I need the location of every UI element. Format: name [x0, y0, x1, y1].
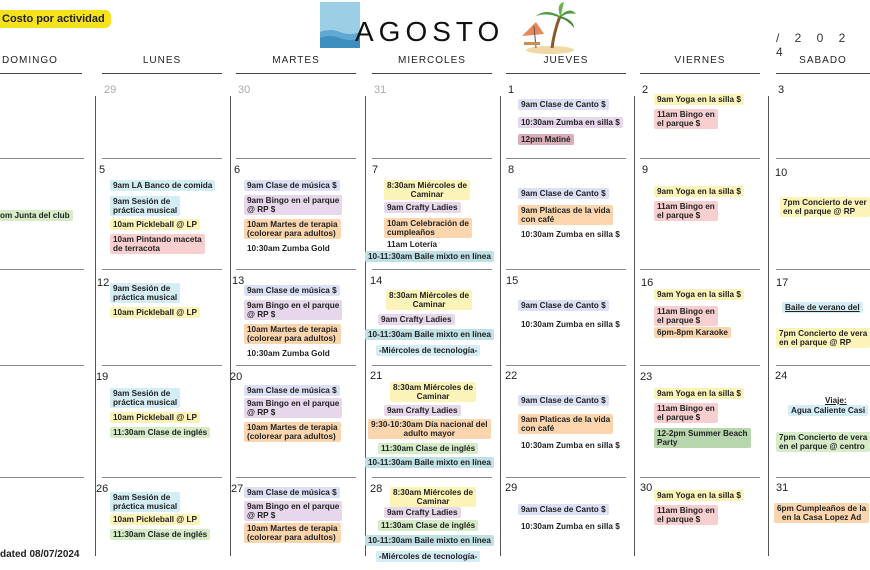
column-divider — [365, 96, 366, 556]
date-number: 12 — [97, 277, 110, 289]
week-rule — [102, 477, 222, 478]
event-pickleball[interactable]: 10am Pickleball @ LP — [110, 412, 200, 423]
event-clase-canto[interactable]: 9am Clase de Canto $ — [518, 99, 609, 110]
date-number: 16 — [641, 277, 654, 289]
palm-beach-icon — [516, 2, 576, 54]
week-rule — [0, 365, 84, 366]
event-clase-canto[interactable]: 9am Clase de Canto $ — [518, 504, 609, 515]
column-divider — [634, 96, 635, 556]
event-concierto-verano[interactable]: 7pm Concierto de ver en el parque @ RP — [780, 197, 870, 217]
event-sesion-musical[interactable]: 9am Sesión de práctica musical — [110, 388, 180, 408]
week-rule — [102, 365, 222, 366]
date-number: 5 — [99, 164, 106, 176]
event-miercoles-tecnologia[interactable]: -Miércoles de tecnología- — [376, 551, 480, 562]
event-clase-canto[interactable]: 9am Clase de Canto $ — [518, 300, 609, 311]
header-rule — [776, 73, 870, 74]
date-number: 30 — [238, 84, 251, 96]
event-cumpleanos[interactable]: 6pm Cumpleaños de la en la Casa Lopez Ad — [774, 503, 869, 523]
updated-date: dated 08/07/2024 — [0, 549, 80, 560]
day-header-lunes: LUNES — [142, 55, 182, 66]
event-clase-ingles[interactable]: 11:30am Clase de inglés — [378, 443, 478, 454]
event-zumba-silla[interactable]: 10:30am Zumba en silla $ — [521, 320, 620, 329]
date-number: 20 — [230, 371, 243, 383]
event-yoga-silla[interactable]: 9am Yoga en la silla $ — [654, 186, 744, 197]
event-bingo-parque[interactable]: 11am Bingo en el parque $ — [654, 403, 718, 423]
event-crafty-ladies[interactable]: 9am Crafty Ladies — [384, 405, 461, 416]
date-number: 1 — [508, 84, 515, 96]
day-header-martes: MARTES — [272, 55, 320, 66]
event-platicas-vida[interactable]: 9am Platicas de la vida con café — [518, 414, 613, 434]
column-divider — [768, 96, 769, 556]
event-clase-canto[interactable]: 9am Clase de Canto $ — [518, 188, 609, 199]
date-number: 27 — [231, 483, 244, 495]
date-number: 2 — [642, 84, 649, 96]
event-yoga-silla[interactable]: 9am Yoga en la silla $ — [654, 490, 744, 501]
date-number: 7 — [372, 164, 379, 176]
date-number: 3 — [778, 84, 785, 96]
event-bingo-parque[interactable]: 11am Bingo en el parque $ — [654, 201, 718, 221]
date-number: 31 — [776, 482, 789, 494]
week-rule — [236, 158, 356, 159]
header-rule — [372, 73, 492, 74]
event-baile-mixto[interactable]: 10-11:30am Baile mixto en línea — [365, 535, 494, 546]
year-label: / 2 0 2 4 — [776, 31, 852, 59]
event-crafty-ladies[interactable]: 9am Crafty Ladies — [378, 314, 455, 325]
date-number: 26 — [96, 483, 109, 495]
event-miercoles-caminar[interactable]: 8:30am Miércoles de Caminar — [384, 180, 470, 200]
week-rule — [372, 269, 492, 270]
week-rule — [506, 365, 626, 366]
event-viaje[interactable]: Viaje: — [825, 396, 847, 405]
event-zumba-silla[interactable]: 10:30am Zumba en silla $ — [521, 441, 620, 450]
week-rule — [236, 365, 356, 366]
date-number: 17 — [776, 277, 789, 289]
week-rule — [640, 365, 760, 366]
date-number: 14 — [370, 275, 383, 287]
date-number: 23 — [640, 371, 653, 383]
header-rule — [0, 73, 82, 74]
header-rule — [640, 73, 760, 74]
event-crafty-ladies[interactable]: 9am Crafty Ladies — [384, 202, 461, 213]
event-loteria[interactable]: 11am Lotería — [387, 240, 438, 249]
event-banco-comida[interactable]: 9am LA Banco de comida — [110, 180, 215, 191]
event-crafty-ladies[interactable]: 9am Crafty Ladies — [384, 507, 461, 518]
event-yoga-silla[interactable]: 9am Yoga en la silla $ — [654, 289, 744, 300]
week-rule — [102, 158, 222, 159]
week-rule — [506, 269, 626, 270]
date-number: 15 — [506, 275, 519, 287]
date-number: 29 — [104, 84, 117, 96]
event-bingo-parque-rp[interactable]: 9am Bingo en el parque @ RP $ — [244, 300, 342, 320]
month-title: AGOSTO — [355, 16, 505, 47]
week-rule — [372, 158, 492, 159]
header-rule — [236, 73, 356, 74]
event-summer-beach-party[interactable]: 12-2pm Summer Beach Party — [654, 428, 751, 448]
event-pintando-maceta[interactable]: 10am Pintando maceta de terracota — [110, 234, 205, 254]
event-karaoke[interactable]: 6pm-8pm Karaoke — [654, 327, 731, 338]
week-rule — [640, 158, 760, 159]
event-baile-mixto[interactable]: 10-11:30am Baile mixto en línea — [365, 329, 494, 340]
week-rule — [0, 158, 84, 159]
event-zumba-gold[interactable]: 10:30am Zumba Gold — [247, 244, 330, 253]
week-rule — [776, 269, 870, 270]
event-martes-terapia[interactable]: 10am Martes de terapia (colorear para adultos) — [244, 523, 341, 543]
event-yoga-silla[interactable]: 9am Yoga en la silla $ — [654, 388, 744, 399]
date-number: 9 — [642, 164, 649, 176]
event-pickleball[interactable]: 10am Pickleball @ LP — [110, 514, 200, 525]
event-clase-musica[interactable]: 9am Clase de música $ — [244, 487, 340, 498]
date-number: 22 — [505, 370, 518, 382]
event-bingo-parque-rp[interactable]: 9am Bingo en el parque @ RP $ — [244, 195, 342, 215]
week-rule — [776, 158, 870, 159]
event-concierto-verano[interactable]: 7pm Concierto de vera en el parque @ centro — [776, 432, 870, 452]
date-number: 29 — [505, 482, 518, 494]
week-rule — [236, 269, 356, 270]
event-baile-mixto[interactable]: 10-11:30am Baile mixto en línea — [365, 251, 494, 262]
header-rule — [506, 73, 626, 74]
event-bingo-parque-rp[interactable]: 9am Bingo en el parque @ RP $ — [244, 501, 342, 521]
event-pickleball[interactable]: 10am Pickleball @ LP — [110, 307, 200, 318]
week-rule — [0, 477, 84, 478]
event-baile-mixto[interactable]: 10-11:30am Baile mixto en línea — [365, 457, 494, 468]
week-rule — [372, 477, 492, 478]
week-rule — [640, 477, 760, 478]
event-platicas-vida[interactable]: 9am Platicas de la vida con café — [518, 205, 613, 225]
column-divider — [500, 96, 501, 556]
day-header-viernes: VIERNES — [674, 55, 726, 66]
event-baile-verano[interactable]: Baile de verano del — [782, 302, 863, 313]
event-miercoles-caminar[interactable]: 8:30am Miércoles de Caminar — [390, 382, 476, 402]
date-number: 19 — [96, 371, 109, 383]
week-rule — [776, 477, 870, 478]
week-rule — [102, 269, 222, 270]
event-clase-ingles[interactable]: 11:30am Clase de inglés — [110, 427, 210, 438]
date-number: 8 — [508, 164, 515, 176]
date-number: 24 — [775, 370, 788, 382]
event-zumba-silla[interactable]: 10:30am Zumba en silla $ — [521, 522, 620, 531]
event-martes-terapia[interactable]: 10am Martes de terapia (colorear para adultos) — [244, 324, 341, 344]
event-clase-canto[interactable]: 9am Clase de Canto $ — [518, 395, 609, 406]
event-junta-club[interactable]: om Junta del club — [0, 210, 73, 221]
day-header-domingo: DOMINGO — [2, 55, 58, 66]
event-martes-terapia[interactable]: 10am Martes de terapia (colorear para adultos) — [244, 219, 341, 239]
event-clase-musica[interactable]: 9am Clase de música $ — [244, 180, 340, 191]
event-clase-ingles[interactable]: 11:30am Clase de inglés — [110, 529, 210, 540]
event-miercoles-tecnologia[interactable]: -Miércoles de tecnología- — [376, 345, 480, 356]
event-sesion-musical[interactable]: 9am Sesión de práctica musical — [110, 492, 180, 512]
date-number: 31 — [374, 84, 387, 96]
week-rule — [372, 365, 492, 366]
date-number: 28 — [370, 483, 383, 495]
day-header-jueves: JUEVES — [543, 55, 589, 66]
event-bingo-parque-rp[interactable]: 9am Bingo en el parque @ RP $ — [244, 398, 342, 418]
event-clase-ingles[interactable]: 11:30am Clase de inglés — [378, 520, 478, 531]
event-matine[interactable]: 12pm Matiné — [518, 134, 574, 145]
event-miercoles-caminar[interactable]: 8:30am Miércoles de Caminar — [386, 290, 472, 310]
event-celebracion-cumpleanos[interactable]: 10am Celebración de cumpleaños — [384, 218, 472, 238]
week-rule — [506, 158, 626, 159]
event-pickleball[interactable]: 10am Pickleball @ LP — [110, 219, 200, 230]
event-clase-musica[interactable]: 9am Clase de música $ — [244, 285, 340, 296]
event-bingo-parque[interactable]: 11am Bingo en el parque $ — [654, 109, 718, 129]
week-rule — [236, 477, 356, 478]
event-sesion-musical[interactable]: 9am Sesión de práctica musical — [110, 196, 180, 216]
event-dia-adulto-mayor[interactable]: 9:30-10:30am Día nacional del adulto mayor — [368, 419, 491, 439]
week-rule — [0, 269, 84, 270]
event-zumba-silla[interactable]: 10:30am Zumba en silla $ — [521, 230, 620, 239]
legend-badge: Costo por actividad — [0, 10, 111, 28]
event-yoga-silla[interactable]: 9am Yoga en la silla $ — [654, 94, 744, 105]
date-number: 30 — [640, 482, 653, 494]
header-rule — [102, 73, 222, 74]
date-number: 10 — [775, 167, 788, 179]
event-agua-caliente[interactable]: Agua Caliente Casi — [788, 405, 868, 416]
event-zumba-silla[interactable]: 10:30am Zumba en silla $ — [518, 117, 623, 128]
day-header-sabado: SABADO — [799, 55, 847, 66]
event-bingo-parque[interactable]: 11am Bingo en el parque $ — [654, 505, 718, 525]
week-rule — [776, 365, 870, 366]
date-number: 6 — [234, 164, 241, 176]
date-number: 21 — [370, 370, 383, 382]
day-header-miercoles: MIERCOLES — [398, 55, 466, 66]
event-martes-terapia[interactable]: 10am Martes de terapia (colorear para adultos) — [244, 422, 341, 442]
event-concierto-verano[interactable]: 7pm Concierto de vera en el parque @ RP — [776, 328, 870, 348]
week-rule — [640, 269, 760, 270]
event-sesion-musical[interactable]: 9am Sesión de práctica musical — [110, 283, 180, 303]
date-number: 13 — [232, 275, 245, 287]
event-bingo-parque[interactable]: 11am Bingo en el parque $ — [654, 306, 718, 326]
week-rule — [506, 477, 626, 478]
banner-image — [320, 2, 360, 48]
event-clase-musica[interactable]: 9am Clase de música $ — [244, 385, 340, 396]
event-miercoles-caminar[interactable]: 8:30am Miércoles de Caminar — [390, 487, 476, 507]
event-zumba-gold[interactable]: 10:30am Zumba Gold — [247, 349, 330, 358]
